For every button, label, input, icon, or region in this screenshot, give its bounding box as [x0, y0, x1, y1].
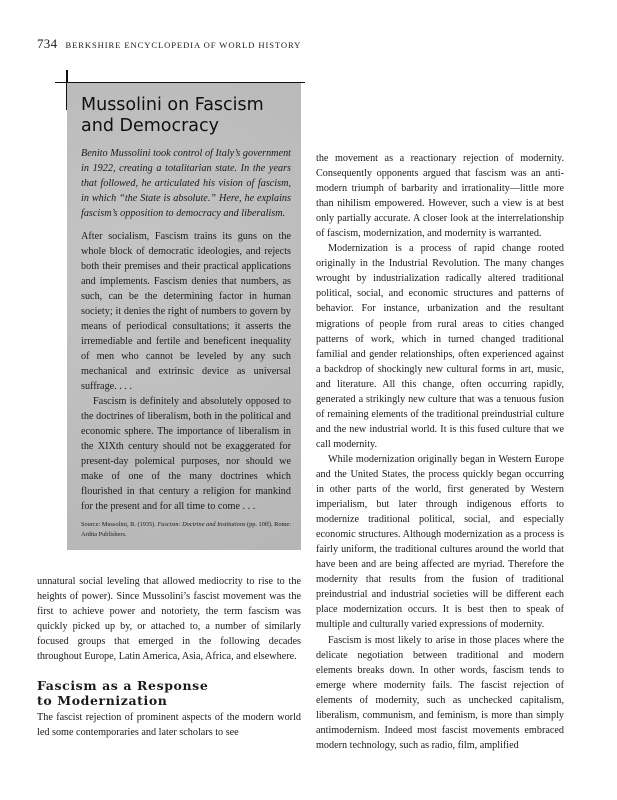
sidebar-intro: Benito Mussolini took control of Italy’s government in 1922, creating a totalitarian state. In the years that followed, he articulated his vision of fascism, in which “the State is absolute.” Here, he explains fascism’s opposition to democracy and liberalism. — [81, 148, 291, 219]
right-paragraph-4: Fascism is most likely to arise in those places where the delicate negotiation between traditional and modern elements breaks down. In other words, fascism tends to emerge where modernity fails. The fascist rejection of elements of modernity, such as unchecked capitalism, liberalism, communism, and feminism, is more than simply antimodernism. Indeed most fascist movements embraced modern technology, such as radio, film, amplified — [316, 634, 564, 751]
page-number: 734 — [37, 36, 58, 51]
section-heading — [37, 678, 301, 708]
section-heading-line2: to Modernization — [37, 693, 168, 709]
right-paragraph-3: While modernization originally began in Western Europe and the United States, the process quickly began occurring in other parts of the world, first generated by Western imperialism, but later through indigenous efforts to modernize traditional political, social, and especially economic structures. Although modernization as a process is fairly uniform, the traditional cultures around the world that have been and are being affected are myriad. Therefore the modernity that results from the fusion of traditional preindustrial and industrial societies will be different each place modernization occurs. It is best then to speak of multiple and culturally varied expressions of modernity. — [316, 453, 564, 631]
section-heading-line1: Fascism as a Response — [37, 678, 209, 694]
sidebar-title — [81, 95, 291, 137]
publication-title: BERKSHIRE ENCYCLOPEDIA OF WORLD HISTORY — [65, 40, 302, 50]
sidebar-source — [81, 520, 291, 540]
source-prefix: Source: Mussolini, B. (1935). — [81, 521, 156, 528]
right-paragraph-2: Modernization is a process of rapid change rooted originally in the Industrial Revolution. The many changes wrought by industrialization radically altered traditional political, social, and economic structures and patterns of behavior. For instance, urbanization and the resultant migrations of people from rural areas to cities changed patterns of work, which in turned changed traditional familial and gender relationships, often experienced against a backdrop of shockingly new cultural forms in art, music, and literature. All this change, often occurring rapidly, generated a strikingly new culture that was a tenuous fusion of remaining elements of the traditional preindustrial culture and the new industrial world. It is this fused culture that we call modernity. — [316, 243, 564, 450]
right-paragraph-1: the movement as a reactionary rejection of modernity. Consequently opponents argued that fascism was an anti-modern triumph of barbarity and irrationality—little more than nihilism empowered. However, such a view is at best only partially accurate. A closer look at the interrelationship of fascism, modernization, and modernity is warranted. — [316, 153, 564, 240]
left-paragraph-start: The fascist rejection of prominent aspects of the modern world led some contemporaries and later scholars to see — [37, 712, 301, 739]
source-suffix: (pp. 10ff). Rome: Ardita Publishers. — [81, 521, 291, 538]
running-head — [37, 36, 301, 52]
sidebar-paragraph-1: After socialism, Fascism trains its guns on the whole block of democratic ideologies, and rejects both their premises and their practical applications and implements. Fascism denies that numbers, as such, can be the determining factor in human society; it denies the right of numbers to govern by means of periodical consultations; it asserts the irremediable and fertile and beneficent inequality of men who cannot be leveled by any such mechanical and extrinsic device as universal suffrage. . . . — [81, 231, 291, 392]
sidebar-content — [81, 95, 291, 540]
sidebar-paragraph-2: Fascism is definitely and absolutely opposed to the doctrines of liberalism, both in the political and economic sphere. The importance of liberalism in the XIXth century should not be exaggerated for present-day polemical purposes, nor should we make of one of the many doctrines which flourished in that century a religion for mankind for the present and for all time to come . . . — [81, 396, 291, 512]
source-title: Fascism: Doctrine and Institutions — [157, 521, 246, 528]
sidebar-title-line2: and Democracy — [81, 116, 220, 136]
left-paragraph-end: unnatural social leveling that allowed mediocrity to rise to the heights of power). Since Mussolini’s fascist movement was the first to achieve power and notoriety, the term fascism was quickly picked up by, or attached to, a number of similarly focused groups that emerged in the following decades throughout Europe, Latin America, Asia, Africa, and elsewhere. — [37, 576, 301, 663]
left-column — [37, 574, 301, 740]
sidebar-title-line1: Mussolini on Fascism — [81, 95, 264, 115]
sidebar-box — [67, 83, 301, 550]
right-column — [316, 151, 564, 753]
